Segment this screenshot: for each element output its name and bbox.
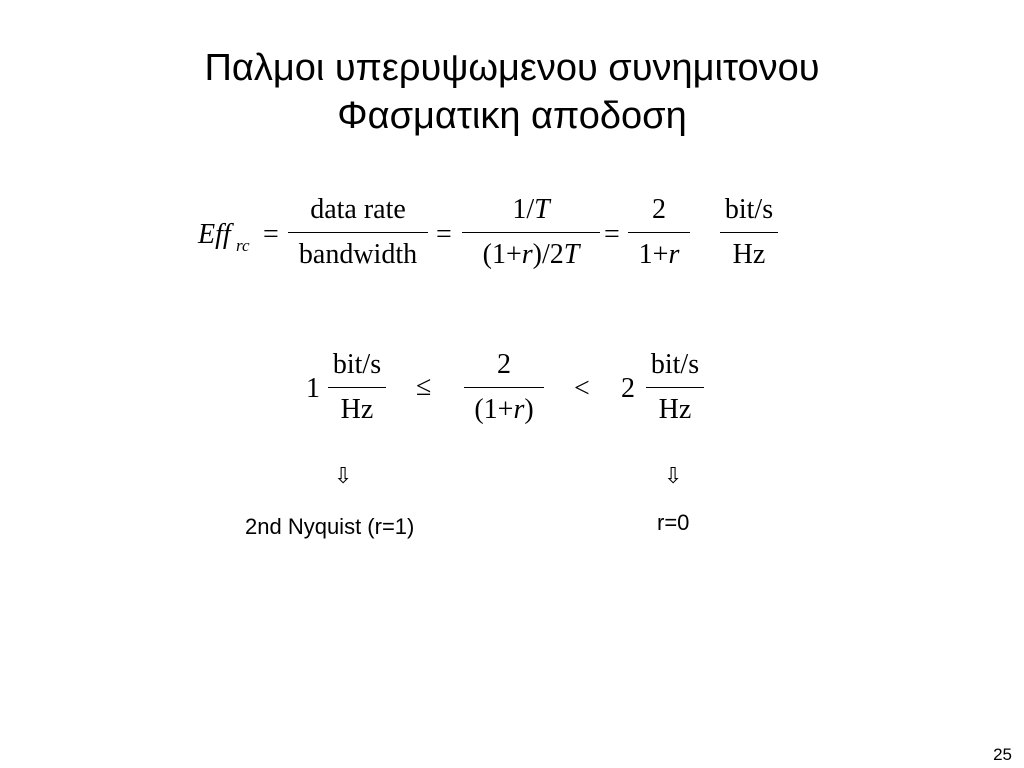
eff-symbol: Eff xyxy=(198,219,231,250)
slide-title xyxy=(0,44,1024,140)
fraction-numerator: 2 xyxy=(652,194,666,225)
unit-bits-per-hz xyxy=(720,195,778,275)
fraction-numerator: data rate xyxy=(310,194,406,225)
title-line-1: Παλμοι υπερυψωμενου συνημιτονου xyxy=(204,47,820,89)
equals-sign-1: = xyxy=(263,219,279,250)
page-number: 25 xyxy=(993,745,1012,764)
equals-sign-2: = xyxy=(436,219,452,250)
fraction-bar xyxy=(464,387,544,388)
less-equal-sign: ≤ xyxy=(416,371,432,402)
down-arrow-icon: ⇩ xyxy=(334,464,353,489)
equals-sign-3: = xyxy=(604,219,620,250)
middle-fraction xyxy=(464,350,544,430)
denominator-part: (1+ xyxy=(474,394,514,425)
denominator-r: r xyxy=(513,394,525,425)
numerator-T: T xyxy=(534,194,550,225)
note-r-zero: r=0 xyxy=(657,510,690,535)
eff-subscript: rc xyxy=(236,236,250,255)
fraction-bar xyxy=(462,232,600,233)
unit-denominator: Hz xyxy=(658,394,692,425)
fraction-bar xyxy=(720,232,778,233)
denominator-r: r xyxy=(668,239,680,270)
fraction-bar xyxy=(628,232,690,233)
fraction-datarate-bandwidth xyxy=(288,195,428,275)
fraction-numerator xyxy=(462,195,600,225)
unit-denominator: Hz xyxy=(732,239,766,270)
down-arrow-icon: ⇩ xyxy=(664,464,683,489)
fraction-numerator: 2 xyxy=(497,349,511,380)
fraction-denominator xyxy=(628,240,690,270)
numerator-part: 1/ xyxy=(512,194,535,225)
fraction-denominator: bandwidth xyxy=(298,239,418,270)
left-unit-fraction xyxy=(328,350,386,430)
left-coefficient: 1 xyxy=(306,373,320,404)
right-unit-fraction xyxy=(646,350,704,430)
denominator-r: r xyxy=(521,239,533,270)
less-than-sign: < xyxy=(574,373,590,404)
unit-numerator: bit/s xyxy=(332,349,382,380)
fraction-denominator xyxy=(462,240,600,270)
denominator-part: ) xyxy=(524,394,534,425)
denominator-part: 1+ xyxy=(638,239,669,270)
unit-numerator: bit/s xyxy=(650,349,700,380)
unit-denominator: Hz xyxy=(340,394,374,425)
fraction-bar xyxy=(288,232,428,233)
unit-numerator: bit/s xyxy=(724,194,774,225)
fraction-1overT xyxy=(462,195,600,275)
denominator-part: )/2 xyxy=(532,239,564,270)
fraction-bar xyxy=(646,387,704,388)
fraction-2-over-1plusr xyxy=(628,195,690,275)
note-nyquist: 2nd Nyquist (r=1) xyxy=(245,514,415,539)
right-coefficient: 2 xyxy=(621,373,635,404)
fraction-denominator xyxy=(464,395,544,425)
denominator-T: T xyxy=(563,239,580,270)
title-line-2: Φασματικη αποδοση xyxy=(337,95,687,137)
denominator-part: (1+ xyxy=(482,239,522,270)
fraction-bar xyxy=(328,387,386,388)
